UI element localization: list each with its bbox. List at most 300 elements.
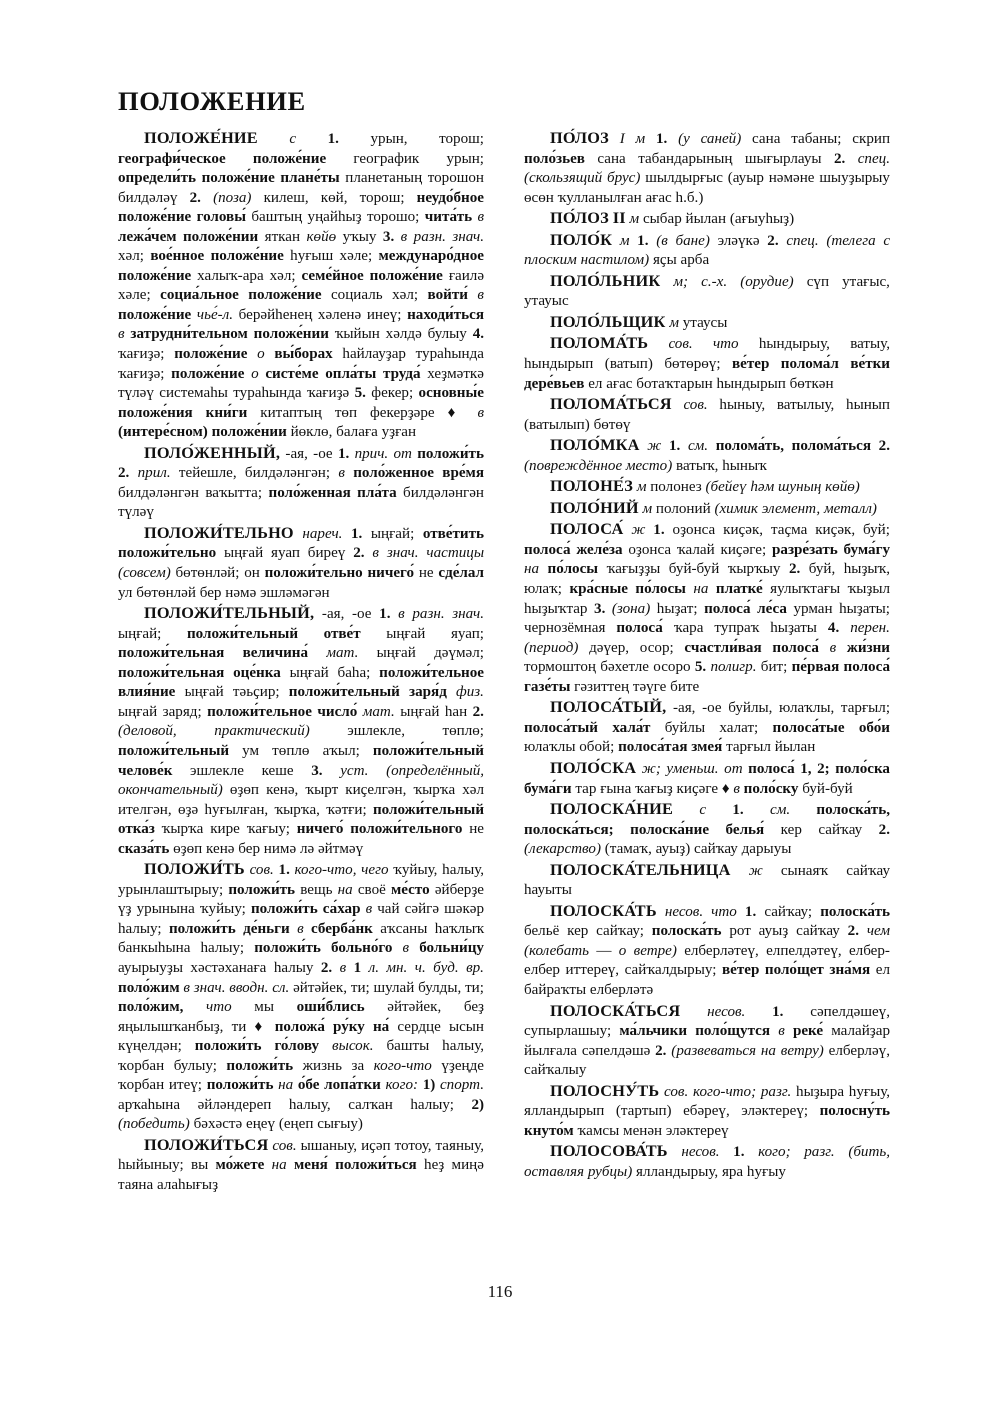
grammar-label: спец. bbox=[786, 232, 819, 249]
bashkir-gloss: хәлдә bbox=[385, 326, 422, 343]
russian-keyphrase: белья́ bbox=[725, 821, 765, 838]
entry-headword: ПОЛОЖИ́ТЕЛЬНЫЙ, bbox=[144, 603, 315, 623]
bashkir-gloss: уңайһыҙ bbox=[307, 209, 362, 226]
russian-keyphrase: больно́го bbox=[331, 940, 393, 957]
russian-keyphrase: положи́ть bbox=[228, 881, 296, 898]
bashkir-gloss: бәхетле bbox=[600, 659, 649, 676]
grammar-label: буд. bbox=[433, 959, 459, 976]
entry-headword: ПОЛОСКА́ТЬСЯ bbox=[550, 1000, 681, 1020]
grammar-label: ж; bbox=[641, 760, 661, 777]
bashkir-gloss: киҫәк, bbox=[815, 522, 856, 539]
russian-keyphrase: сказа́ть bbox=[118, 840, 170, 857]
bashkir-gloss: һыҙат; bbox=[656, 600, 698, 617]
grammar-label: см. bbox=[770, 802, 791, 819]
word: ул bbox=[118, 584, 133, 601]
russian-keyphrase: поло́щет bbox=[764, 962, 824, 979]
bashkir-gloss: беҙ bbox=[463, 999, 485, 1016]
grammar-label: в bbox=[778, 1023, 785, 1040]
word: ялландырыу, bbox=[636, 1163, 719, 1180]
grammar-label: (бейеү bbox=[705, 479, 747, 496]
word: жизнь bbox=[302, 1057, 343, 1074]
grammar-label: шуның bbox=[778, 479, 822, 496]
grammar-label: вр. bbox=[466, 959, 484, 976]
word: эшлекле, bbox=[347, 723, 405, 740]
sense-number: 1. bbox=[733, 1144, 745, 1161]
word: яуап; bbox=[450, 625, 484, 642]
word: супырлашыу; bbox=[524, 1023, 612, 1040]
bashkir-gloss: эләктереү; bbox=[741, 1103, 809, 1120]
grammar-label: с bbox=[883, 232, 891, 249]
russian-keyphrase: поло́женная bbox=[268, 484, 351, 501]
grammar-label: һәм bbox=[750, 479, 775, 496]
word: вы bbox=[190, 1157, 209, 1174]
russian-keyphrase: полома́ться bbox=[791, 438, 871, 455]
grammar-label: на bbox=[524, 561, 540, 578]
russian-keyphrase: полоска́ние bbox=[630, 821, 710, 838]
word: бит; bbox=[760, 659, 788, 676]
bashkir-gloss: һалыу; bbox=[200, 940, 245, 957]
word: он bbox=[244, 565, 260, 582]
entry-headword: ПОЛО́СКА bbox=[550, 757, 637, 777]
russian-keyphrase: счастли́вая bbox=[684, 639, 762, 656]
bashkir-gloss: ҡағыҙҙы bbox=[606, 561, 661, 578]
russian-keyphrase: положи́тельная bbox=[118, 645, 225, 662]
word: -ое bbox=[702, 700, 722, 717]
russian-keyphrase: положе́ние bbox=[118, 306, 192, 323]
bashkir-gloss: ауыҙ) bbox=[655, 841, 691, 858]
bashkir-gloss: сайҡау bbox=[846, 862, 890, 879]
bashkir-gloss: һуғыш bbox=[290, 248, 334, 265]
grammar-label: разн. bbox=[412, 606, 445, 623]
bashkir-gloss: ауырыуҙы bbox=[118, 959, 183, 976]
entry-headword: ПОЛО́НИЙ bbox=[550, 497, 639, 517]
word: бите bbox=[670, 678, 700, 695]
word: тейешле, bbox=[178, 465, 237, 482]
bashkir-gloss: өҙөп bbox=[173, 840, 203, 857]
grammar-label: перен. bbox=[850, 620, 890, 637]
russian-keyphrase: систе́ме bbox=[265, 365, 319, 382]
bashkir-gloss: хеҙмәткә bbox=[427, 365, 484, 382]
grammar-label: в bbox=[829, 639, 837, 656]
bashkir-gloss: арҡаһына bbox=[118, 1096, 181, 1113]
word: яткан bbox=[264, 228, 301, 245]
bashkir-gloss: тәьҫир; bbox=[232, 684, 280, 701]
russian-keyphrase: змея́ bbox=[691, 739, 723, 756]
grammar-label: нареч. bbox=[302, 525, 343, 542]
russian-keyphrase: полоска́ться; bbox=[524, 821, 614, 838]
dictionary-entry bbox=[524, 394, 890, 435]
entry-headword: ПО́ЛОЗ bbox=[550, 128, 609, 147]
russian-keyphrase: междунаро́дное bbox=[378, 248, 484, 265]
grammar-label: чего bbox=[361, 862, 389, 879]
word: не bbox=[418, 565, 434, 582]
russian-keyphrase: го́лову bbox=[274, 1038, 320, 1055]
russian-keyphrase: полоска́ть, bbox=[816, 802, 890, 819]
sense-number: 2. bbox=[320, 959, 333, 976]
bashkir-gloss: ғаилә bbox=[448, 267, 485, 284]
russian-keyphrase: платке́ bbox=[715, 581, 763, 598]
bashkir-gloss: фекерҙәре bbox=[370, 404, 435, 421]
russian-keyphrase: поло́щутся bbox=[695, 1023, 771, 1040]
bashkir-gloss: баһа; bbox=[337, 664, 371, 681]
bashkir-gloss: ҡорбан bbox=[118, 1077, 165, 1094]
grammar-label: о bbox=[251, 365, 259, 382]
grammar-label: м bbox=[619, 232, 630, 249]
russian-keyphrase: положи́тельное bbox=[207, 703, 312, 720]
grammar-label: (поза) bbox=[213, 189, 252, 206]
russian-keyphrase: положе́ние bbox=[118, 267, 192, 284]
bashkir-gloss: билдәләү bbox=[118, 189, 178, 206]
russian-keyphrase: ве́тки bbox=[850, 356, 891, 373]
grammar-label: на bbox=[760, 1042, 776, 1059]
grammar-label: в bbox=[400, 228, 408, 245]
bashkir-gloss: планетаның bbox=[345, 170, 423, 187]
grammar-label: сов. bbox=[249, 862, 274, 879]
word: утаусы bbox=[682, 314, 728, 331]
bashkir-gloss: хәле; bbox=[339, 248, 373, 265]
grammar-label: уменьш. bbox=[666, 760, 719, 777]
grammar-label: знач. bbox=[193, 979, 226, 996]
bashkir-gloss: һыҙыҡ, bbox=[843, 561, 890, 578]
bashkir-gloss: ыңғай bbox=[400, 703, 440, 720]
russian-keyphrase: жи́зни bbox=[846, 639, 890, 656]
russian-keyphrase: сде́лал bbox=[438, 565, 485, 582]
grammar-label: частицы bbox=[426, 545, 485, 562]
grammar-label: кого-что bbox=[373, 1057, 432, 1074]
word: своё bbox=[357, 881, 386, 898]
word: буй-буй bbox=[668, 561, 720, 578]
russian-keyphrase: полоса́ bbox=[772, 639, 819, 656]
russian-keyphrase: де́ньги bbox=[243, 920, 290, 937]
bashkir-gloss: киҫәге bbox=[676, 780, 719, 797]
russian-keyphrase: на́ bbox=[372, 1018, 390, 1035]
grammar-label: практический) bbox=[214, 723, 310, 740]
word: шулай bbox=[373, 979, 415, 996]
russian-keyphrase: дере́вьев bbox=[524, 375, 585, 392]
russian-keyphrase: кни́ги bbox=[205, 404, 248, 421]
russian-keyphrase: положи́тельная bbox=[118, 664, 225, 681]
bashkir-gloss: бөтөрөү; bbox=[664, 356, 721, 373]
bashkir-gloss: лә bbox=[299, 840, 315, 857]
bashkir-gloss: нәмә bbox=[225, 584, 257, 601]
bashkir-gloss: ҡырҡыу bbox=[727, 561, 781, 578]
bashkir-gloss: (ағыуһыҙ) bbox=[729, 211, 795, 228]
word: чай bbox=[377, 901, 400, 918]
bashkir-gloss: күңелдән; bbox=[118, 1038, 182, 1055]
bashkir-gloss: һалыу, bbox=[288, 1096, 331, 1113]
bashkir-gloss: итеү; bbox=[168, 1077, 203, 1094]
word: осоро bbox=[653, 659, 691, 676]
bashkir-gloss: һуғыу, bbox=[848, 1083, 891, 1100]
bashkir-gloss: ватыҡ, bbox=[676, 457, 719, 474]
bashkir-gloss: ҡыйын bbox=[334, 326, 380, 343]
bashkir-gloss: ҡамсы bbox=[577, 1122, 620, 1139]
entry-headword: ПОЛО́МКА bbox=[550, 435, 640, 455]
word: чернозёмная bbox=[524, 620, 606, 637]
russian-keyphrase: полоса́тые bbox=[772, 719, 845, 736]
word: сыбар bbox=[642, 211, 682, 228]
bashkir-gloss: системаһы bbox=[159, 385, 228, 402]
dictionary-entry bbox=[524, 230, 890, 271]
grammar-label: көйө) bbox=[825, 479, 860, 496]
grammar-label: сов. bbox=[683, 397, 708, 414]
sense-number: 2. bbox=[353, 545, 365, 562]
word: (тартып) bbox=[615, 1103, 672, 1120]
grammar-label: на bbox=[337, 881, 353, 898]
grammar-label: металл) bbox=[823, 500, 877, 517]
russian-keyphrase: социа́льное bbox=[160, 287, 239, 304]
word: ти bbox=[231, 1018, 247, 1035]
sense-number: 3. bbox=[594, 600, 606, 617]
russian-keyphrase: положе́нии bbox=[182, 228, 259, 245]
bashkir-gloss: ҡара bbox=[673, 620, 704, 637]
entry-headword: ПОЛОМА́ТЬСЯ bbox=[550, 394, 672, 414]
grammar-label: плоским bbox=[524, 252, 577, 269]
bashkir-gloss: һыҙаты bbox=[770, 620, 817, 637]
bashkir-gloss: һыныҡ bbox=[722, 457, 767, 474]
dictionary-entry bbox=[524, 901, 890, 1001]
bashkir-gloss: һындырып bbox=[716, 375, 786, 392]
grammar-label: разн. bbox=[413, 228, 446, 245]
russian-keyphrase: полоса́ bbox=[524, 541, 571, 558]
bashkir-gloss: ебәреү, bbox=[683, 1103, 730, 1120]
bashkir-gloss: ҡуйыу; bbox=[199, 901, 246, 918]
grammar-label: несов. bbox=[707, 1003, 746, 1020]
word: урынына bbox=[136, 901, 195, 918]
bashkir-gloss: әйберҙе bbox=[434, 881, 484, 898]
bashkir-gloss: ҡағыҙ bbox=[635, 780, 673, 797]
word: ти; bbox=[350, 979, 370, 996]
grammar-label: о bbox=[618, 942, 627, 959]
word: урман bbox=[793, 600, 833, 617]
grammar-label: чем bbox=[866, 923, 890, 940]
sense-number: 2. bbox=[655, 1042, 667, 1059]
russian-keyphrase: оце́нка bbox=[233, 664, 281, 681]
grammar-label: брус) bbox=[607, 170, 641, 187]
bashkir-gloss: хәл; bbox=[392, 287, 419, 304]
grammar-label: (победить) bbox=[118, 1116, 190, 1133]
bashkir-gloss: сайҡалдырыу; bbox=[624, 962, 717, 979]
bashkir-gloss: ботаҡтарын bbox=[636, 375, 713, 392]
dictionary-entry bbox=[524, 271, 890, 312]
bashkir-gloss: халыҡ-ара bbox=[197, 267, 264, 284]
word: бер bbox=[238, 840, 260, 857]
bashkir-gloss: сайҡалыу bbox=[524, 1062, 587, 1079]
bashkir-gloss: юлаҡлы, bbox=[779, 700, 835, 717]
russian-keyphrase: (интере́сном) bbox=[118, 424, 208, 441]
russian-keyphrase: поло́жим, bbox=[118, 999, 184, 1016]
russian-keyphrase: са́хар bbox=[322, 901, 361, 918]
bashkir-gloss: һалыу, bbox=[442, 1038, 485, 1055]
grammar-label: полигр. bbox=[710, 659, 757, 676]
entry-headword: ПОЛО́К bbox=[550, 229, 613, 249]
russian-keyphrase: отве́тить bbox=[422, 525, 484, 542]
grammar-label: окончательный) bbox=[118, 782, 223, 799]
word: вещь bbox=[300, 881, 333, 898]
entry-headword: ПОЛО́ЖЕННЫЙ, bbox=[144, 442, 281, 462]
russian-keyphrase: положи́ть bbox=[417, 445, 484, 462]
russian-keyphrase: ле́са bbox=[757, 600, 787, 617]
grammar-label: в bbox=[338, 465, 345, 482]
grammar-label: знач. bbox=[452, 228, 485, 245]
dictionary-entry bbox=[524, 312, 890, 334]
russian-keyphrase: ве́тер bbox=[732, 356, 770, 373]
grammar-label: в bbox=[339, 959, 347, 976]
bashkir-gloss: аҡыл; bbox=[322, 742, 360, 759]
russian-keyphrase: ничего́ bbox=[296, 821, 344, 838]
russian-keyphrase: ру́ку bbox=[333, 1018, 365, 1035]
russian-keyphrase: по́лосы bbox=[547, 561, 599, 578]
entry-headword: ПОЛОЖИ́ТЬСЯ bbox=[144, 1134, 269, 1154]
grammar-label: кого: bbox=[385, 1077, 419, 1094]
word: урын, bbox=[370, 131, 408, 147]
russian-keyphrase: положи́ть bbox=[226, 1057, 294, 1074]
bashkir-gloss: оҙонса bbox=[672, 522, 716, 539]
sense-number: 2; bbox=[817, 760, 830, 777]
dictionary-entry bbox=[524, 498, 890, 520]
word: булыу; bbox=[173, 1057, 217, 1074]
russian-keyphrase: сберба́нк bbox=[311, 920, 373, 937]
word: килеш, bbox=[263, 189, 309, 206]
word: -ая, bbox=[285, 445, 308, 462]
sense-number: 2. bbox=[847, 923, 859, 940]
russian-keyphrase: больни́цу bbox=[419, 940, 484, 957]
grammar-label: м bbox=[629, 211, 640, 228]
russian-keyphrase: семе́йное bbox=[301, 267, 364, 284]
grammar-label: бане) bbox=[675, 232, 710, 249]
bashkir-gloss: йөклө, bbox=[290, 424, 333, 441]
russian-keyphrase: положе́ние bbox=[248, 287, 322, 304]
grammar-label: м bbox=[636, 479, 647, 496]
grammar-label: с bbox=[699, 802, 707, 819]
bashkir-gloss: түләү bbox=[118, 504, 154, 521]
bashkir-gloss: ыңғай; bbox=[118, 625, 162, 642]
grammar-label: л. bbox=[368, 959, 379, 976]
word: (ватып) bbox=[604, 356, 653, 373]
russian-keyphrase: пе́рвая bbox=[791, 659, 840, 676]
russian-keyphrase: число́ bbox=[317, 703, 358, 720]
dictionary-entry bbox=[524, 1081, 890, 1142]
bashkir-gloss: иттереү, bbox=[565, 962, 620, 979]
dictionary-entry bbox=[118, 603, 484, 859]
grammar-label: в bbox=[118, 326, 125, 343]
bashkir-gloss: елберләү, bbox=[828, 1042, 890, 1059]
grammar-label: с.-х. bbox=[701, 273, 728, 290]
word: фекер; bbox=[371, 385, 414, 402]
dictionary-entry bbox=[524, 519, 890, 697]
bashkir-gloss: ыңғай bbox=[184, 684, 224, 701]
russian-keyphrase: полоска́ть bbox=[820, 903, 890, 920]
word: (ватылып) bbox=[524, 416, 590, 433]
bashkir-gloss: һыҙыҡтар bbox=[524, 600, 588, 617]
bashkir-gloss: уҙған bbox=[381, 424, 417, 441]
entry-headword: ПОЛОНЕ́З bbox=[550, 476, 634, 496]
bashkir-gloss: тарғыл bbox=[726, 739, 771, 756]
grammar-label: в bbox=[297, 920, 304, 937]
bashkir-gloss: һалыу bbox=[273, 959, 314, 976]
grammar-label: (бить, bbox=[848, 1144, 891, 1161]
russian-keyphrase: бума́гу bbox=[843, 541, 890, 558]
dictionary-entry bbox=[524, 1001, 890, 1081]
bashkir-gloss: һыныу, bbox=[719, 397, 766, 414]
sense-number: 1. bbox=[327, 131, 339, 147]
dictionary-entry bbox=[118, 523, 484, 603]
word: кер bbox=[780, 821, 802, 838]
bashkir-gloss: яҫы bbox=[652, 252, 677, 269]
word: булыу bbox=[427, 326, 467, 343]
russian-keyphrase: заря́д bbox=[409, 684, 447, 701]
bashkir-gloss: билдәләнгән bbox=[403, 484, 484, 501]
dictionary-entry bbox=[524, 860, 890, 901]
russian-keyphrase: вре́мя bbox=[442, 465, 484, 482]
russian-keyphrase: реке́ bbox=[792, 1023, 824, 1040]
sense-number: 5. bbox=[694, 659, 707, 676]
bashkir-gloss: ҡырт bbox=[305, 782, 339, 799]
word: йылан bbox=[685, 211, 727, 228]
bashkir-gloss: һындырыу, bbox=[758, 336, 830, 353]
word: скрип bbox=[852, 131, 891, 147]
bashkir-gloss: әйтәйек, bbox=[387, 999, 442, 1016]
bashkir-gloss: сайҡау; bbox=[764, 903, 813, 920]
russian-keyphrase: о́бе bbox=[297, 1077, 320, 1094]
bashkir-gloss: ыңғай bbox=[289, 664, 329, 681]
sense-number: 4. bbox=[827, 620, 840, 637]
bashkir-gloss: ҡуйыу, bbox=[393, 862, 438, 879]
bashkir-gloss: бәхәстә bbox=[193, 1116, 243, 1133]
bashkir-gloss: сайҡау bbox=[694, 841, 738, 858]
russian-keyphrase: полома́ть, bbox=[715, 438, 784, 455]
bashkir-gloss: бөткән bbox=[789, 375, 834, 392]
sense-number: 1. bbox=[668, 438, 681, 455]
russian-keyphrase: положи́тельного bbox=[350, 821, 463, 838]
russian-keyphrase: отка́з bbox=[118, 821, 155, 838]
word: табаны; bbox=[791, 131, 842, 147]
russian-keyphrase: положи́тельный bbox=[288, 684, 400, 701]
grammar-label: в bbox=[477, 209, 485, 226]
russian-keyphrase: бума́ги bbox=[524, 780, 572, 797]
bashkir-gloss: эләүкә bbox=[717, 232, 760, 249]
word: географик bbox=[353, 150, 420, 167]
grammar-label: разг. bbox=[760, 1083, 792, 1100]
word: торошон bbox=[427, 170, 485, 187]
word: эшлекле bbox=[190, 762, 244, 779]
russian-keyphrase: поло́ска bbox=[835, 760, 890, 777]
russian-keyphrase: положи́ть bbox=[194, 1038, 262, 1055]
bashkir-gloss: нәмәне bbox=[768, 170, 815, 187]
word: мы bbox=[254, 999, 274, 1016]
bashkir-gloss: ителгән, bbox=[118, 801, 172, 818]
grammar-label: в bbox=[402, 940, 410, 957]
grammar-label: что bbox=[711, 903, 737, 920]
bashkir-gloss: шыуҙырыу bbox=[819, 170, 890, 187]
sense-number: 5. bbox=[354, 385, 366, 402]
russian-keyphrase: оши́блись bbox=[296, 999, 365, 1016]
bashkir-gloss: өҙә bbox=[177, 801, 199, 818]
bashkir-gloss: йылғала bbox=[524, 1042, 578, 1059]
grammar-label: (телега bbox=[826, 232, 876, 249]
entry-headword: ПОЛОСНУ́ТЬ bbox=[550, 1080, 660, 1100]
bashkir-gloss: тормоштоң bbox=[524, 659, 597, 676]
grammar-label: в bbox=[477, 404, 485, 421]
dictionary-entry bbox=[118, 1135, 484, 1196]
bashkir-gloss: ағас bbox=[606, 375, 633, 392]
bashkir-gloss: гәзиттең bbox=[574, 678, 630, 695]
bashkir-gloss: тупраҡ bbox=[714, 620, 760, 637]
bashkir-gloss: бөтөнләй bbox=[136, 584, 196, 601]
word: бельё bbox=[524, 923, 560, 940]
grammar-label: I bbox=[619, 131, 625, 147]
sense-number: 1. bbox=[337, 445, 350, 462]
